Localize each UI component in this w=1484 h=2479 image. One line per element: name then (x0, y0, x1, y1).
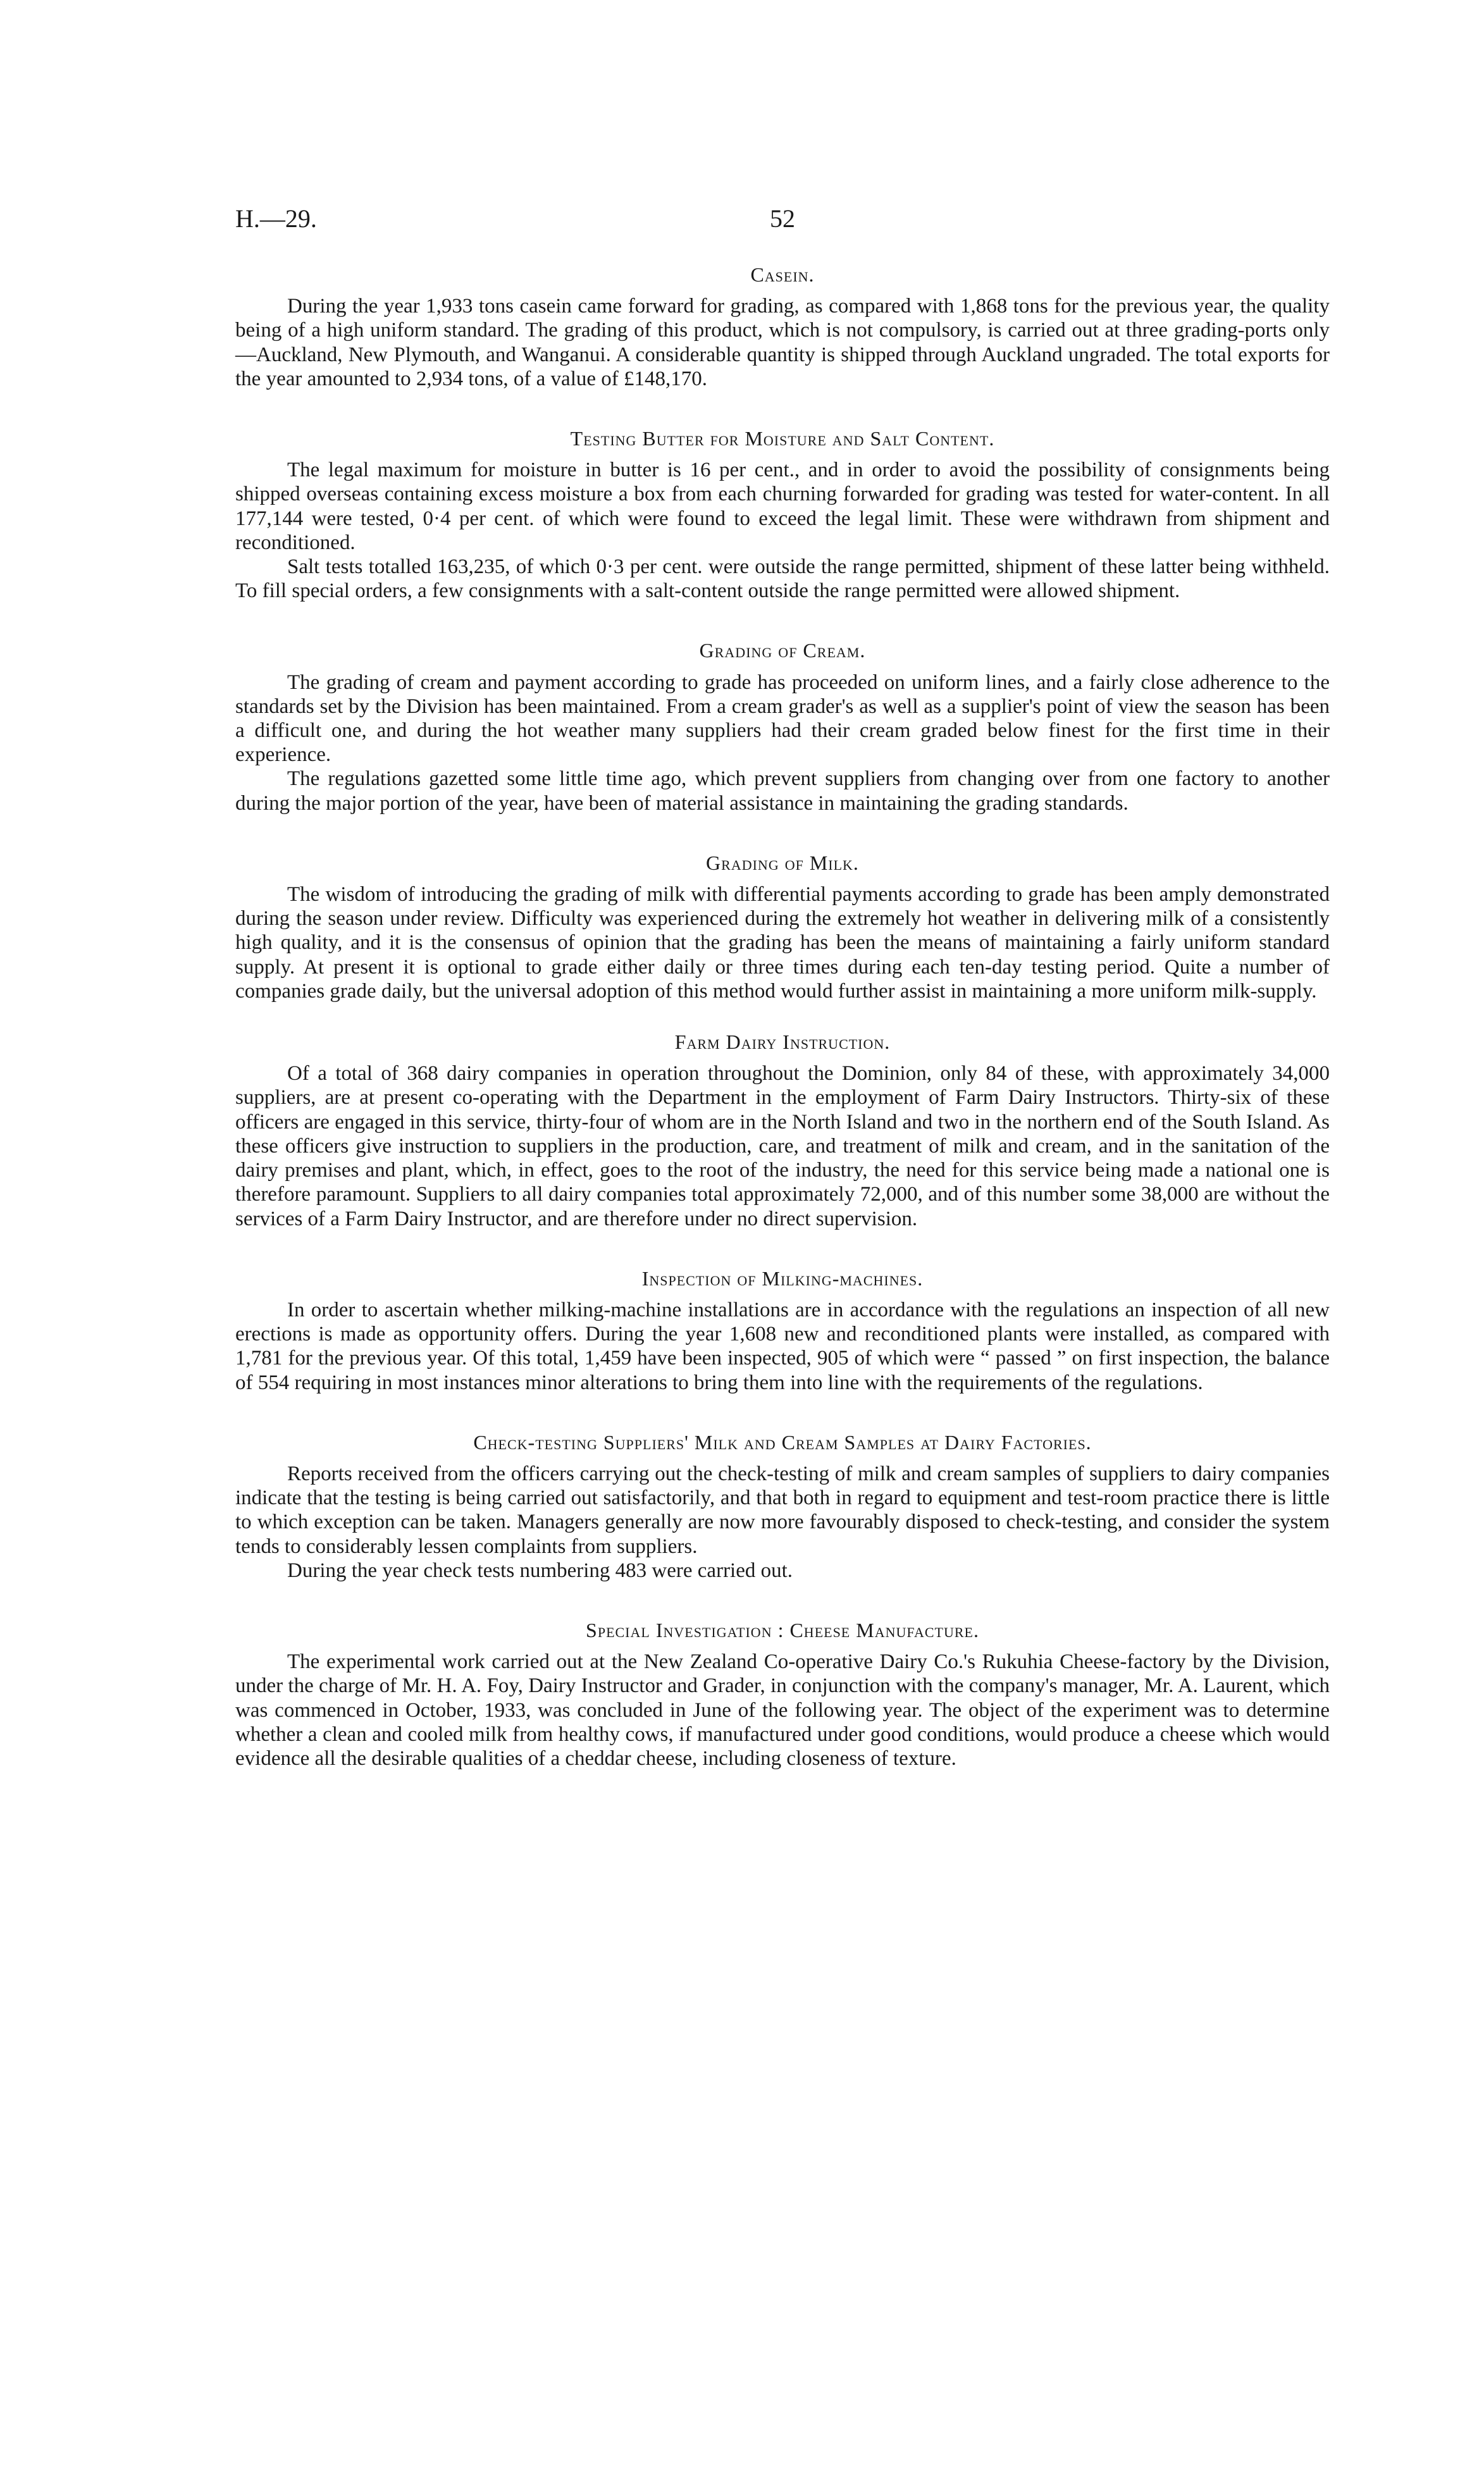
section-heading: Check-testing Suppliers' Milk and Cream Samples at Dairy Factories. (473, 1430, 1092, 1454)
paragraph: Reports received from the officers carrying out the check-testing of milk and cream samples of suppliers to dairy companies indicate that the testing is being carried out satisfactorily, and that both in regard to equipment and test-room practice there is little to which exception can be taken. Managers generally are now more favourably disposed to check-testing, and consider the system tends to considerably lessen complaints from suppliers. (235, 1462, 1330, 1558)
document-reference: H.—29. (235, 204, 317, 233)
section-heading: Special Investigation : Cheese Manufacture. (586, 1618, 979, 1641)
section-heading: Farm Dairy Instruction. (674, 1030, 891, 1054)
section-farm-dairy-instruction (235, 1030, 1330, 1231)
paragraph: Salt tests totalled 163,235, of which 0·3 per cent. were outside the range permitted, shipment of these latter being withheld. To fill special orders, a few consignments with a salt-content outside the range permitted were allowed shipment. (235, 555, 1330, 603)
document-body (235, 263, 1330, 1806)
paragraph: In order to ascertain whether milking-machine installations are in accordance with the regulations an inspection of all new erections is made as opportunity offers. During the year 1,608 new and reconditioned plants were installed, as compared with 1,781 for the previous year. Of this total, 1,459 have been inspected, 905 of which were “ passed ” on first inspection, the balance of 554 requiring in most instances minor alterations to bring them into line with the requirements of the regulations. (235, 1298, 1330, 1394)
section-heading: Grading of Milk. (706, 851, 859, 874)
section-grading-milk (235, 851, 1330, 1003)
section-heading: Inspection of Milking-machines. (641, 1266, 924, 1290)
section-grading-cream (235, 638, 1330, 815)
paragraph: During the year 1,933 tons casein came forward for grading, as compared with 1,868 tons for the previous year, the quality being of a high uniform standard. The grading of this product, which is not compulsory, is carried out at three grading-ports only—Auckland, New Plymouth, and Wanganui. A considerable quantity is shipped through Auckland ungraded. The total exports for the year amounted to 2,934 tons, of a value of £148,170. (235, 295, 1330, 390)
paragraph: The regulations gazetted some little time ago, which prevent suppliers from changing over from one factory to another during the major portion of the year, have been of material assistance in maintaining the grading standards. (235, 767, 1330, 815)
paragraph: The grading of cream and payment according to grade has proceeded on uniform lines, and a fairly close adherence to the standards set by the Division has been maintained. From a cream grader's as well as a supplier's point of view the season has been a difficult one, and during the hot weather many suppliers had their cream graded below finest for the first time in their experience. (235, 671, 1330, 767)
section-casein (235, 263, 1330, 391)
section-check-testing (235, 1430, 1330, 1583)
section-testing-butter (235, 426, 1330, 603)
section-heading: Testing Butter for Moisture and Salt Content. (570, 427, 995, 450)
section-heading: Grading of Cream. (699, 639, 866, 662)
section-inspection-milking-machines (235, 1266, 1330, 1395)
page-number: 52 (770, 204, 795, 233)
section-special-investigation (235, 1618, 1330, 1771)
paragraph: The legal maximum for moisture in butter is 16 per cent., and in order to avoid the possibility of consignments being shipped overseas containing excess moisture a box from each churning forwarded for grading was tested for water-content. In all 177,144 were tested, 0·4 per cent. of which were found to exceed the legal limit. These were withdrawn from shipment and reconditioned. (235, 459, 1330, 554)
paragraph: During the year check tests numbering 483 were carried out. (287, 1559, 793, 1582)
paragraph: The experimental work carried out at the New Zealand Co-operative Dairy Co.'s Rukuhia Cheese-factory by the Division, under the charge of Mr. H. A. Foy, Dairy Instructor and Grader, in conjunction with the company's manager, Mr. A. Laurent, which was commenced in October, 1933, was concluded in June of the following year. The object of the experiment was to determine whether a clean and cooled milk from healthy cows, if manufactured under good conditions, would produce a cheese which would evidence all the desirable qualities of a cheddar cheese, including closeness of texture. (235, 1650, 1330, 1770)
paragraph: Of a total of 368 dairy companies in operation throughout the Dominion, only 84 of these, with approximately 34,000 suppliers, are at present co-operating with the Department in the employment of Farm Dairy Instructors. Thirty-six of these officers are engaged in this service, thirty-four of whom are in the North Island and two in the northern end of the South Island. As these officers give instruction to suppliers in the production, care, and treatment of milk and cream, and in the sanitation of the dairy premises and plant, which, in effect, goes to the root of the industry, the need for this service being made a national one is therefore paramount. Suppliers to all dairy companies total approximately 72,000, and of this number some 38,000 are without the services of a Farm Dairy Instructor, and are therefore under no direct supervision. (235, 1062, 1330, 1230)
paragraph: The wisdom of introducing the grading of milk with differential payments according to grade has been amply demonstrated during the season under review. Difficulty was experienced during the extremely hot weather in delivering milk of a consistently high quality, and it is the consensus of opinion that the grading has been the means of maintaining a fairly uniform standard supply. At present it is optional to grade either daily or three times during each ten-day testing period. Quite a number of companies grade daily, but the universal adoption of this method would further assist in maintaining a more uniform milk-supply. (235, 883, 1330, 1003)
section-heading: Casein. (750, 263, 815, 286)
page-header (235, 204, 1330, 242)
